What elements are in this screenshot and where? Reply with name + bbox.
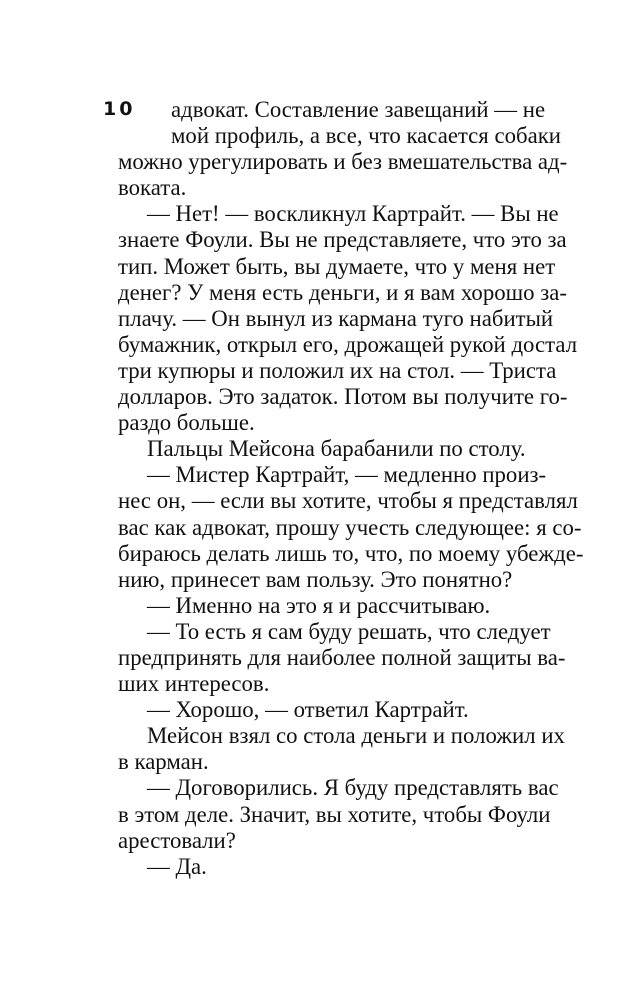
text-line: плачу. — Он вынул из кармана туго набитый bbox=[118, 305, 554, 331]
text-line: нию, принесет вам пользу. Это понятно? bbox=[118, 566, 513, 592]
text-line: долларов. Это задаток. Потом вы получите го- bbox=[118, 384, 568, 410]
text-line: ших интересов. bbox=[118, 671, 270, 697]
text-line: Пальцы Мейсона барабанили по столу. bbox=[147, 436, 526, 462]
text-line: денег? У меня есть деньги, и я вам хорошо за- bbox=[118, 279, 567, 305]
text-line: — Да. bbox=[147, 853, 207, 879]
text-line: раздо больше. bbox=[118, 410, 255, 436]
text-line: можно урегулировать и без вмешательства ад- bbox=[118, 149, 568, 175]
text-line: три купюры и положил их на стол. — Триста bbox=[118, 357, 557, 383]
text-line: бумажник, открыл его, дрожащей рукой достал bbox=[118, 331, 578, 357]
text-line: тип. Может быть, вы думаете, что у меня нет bbox=[118, 253, 556, 279]
text-line: — Мистер Картрайт, — медленно произ- bbox=[147, 462, 547, 488]
text-line: — Нет! — воскликнул Картрайт. — Вы не bbox=[147, 201, 559, 227]
text-line: адвокат. Составление завещаний — не bbox=[171, 97, 546, 122]
text-line: вас как адвокат, прошу учесть следующее: я со- bbox=[118, 514, 582, 540]
text-line: Мейсон взял со стола деньги и положил их bbox=[147, 723, 565, 749]
text-line: — Договорились. Я буду представлять вас bbox=[147, 775, 559, 801]
text-line: нес он, — если вы хотите, чтобы я представлял bbox=[118, 488, 578, 514]
text-line: — То есть я сам буду решать, что следует bbox=[147, 618, 551, 644]
body-text bbox=[118, 97, 584, 880]
text-line: знаете Фоули. Вы не представляете, что это за bbox=[118, 227, 567, 253]
text-line: в этом деле. Значит, вы хотите, чтобы Фоули bbox=[118, 801, 551, 827]
text-line: — Именно на это я и рассчитываю. bbox=[147, 592, 491, 618]
text-line: предпринять для наиболее полной защиты ва- bbox=[118, 644, 566, 670]
text-line: бираюсь делать лишь то, что, по моему убежде- bbox=[118, 540, 584, 566]
text-line: арестовали? bbox=[118, 827, 236, 853]
page-number: 10 bbox=[103, 98, 136, 120]
text-line: мой профиль, а все, что касается собаки bbox=[171, 123, 561, 149]
text-line: в карман. bbox=[118, 749, 209, 775]
text-line: — Хорошо, — ответил Картрайт. bbox=[147, 697, 469, 723]
text-line: воката. bbox=[118, 175, 187, 201]
